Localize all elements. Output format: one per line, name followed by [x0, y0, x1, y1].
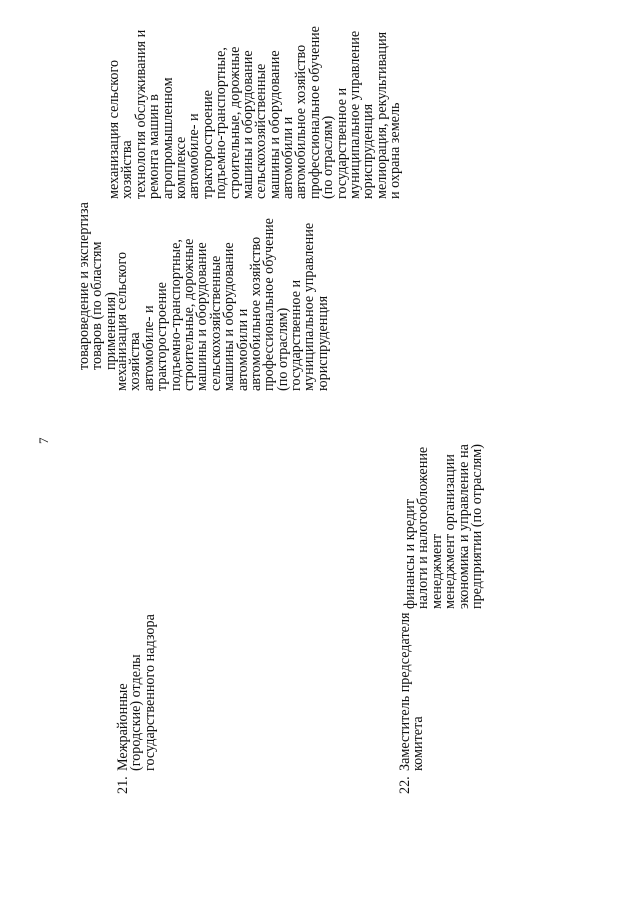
row-21-title [117, 614, 157, 771]
text-line: тракторостроение [199, 90, 216, 199]
text-line: применения) [102, 292, 119, 370]
row-22-number: 22. [397, 776, 413, 794]
text-line: подъемно-транспортные, [167, 239, 184, 391]
text-line: комплексе [172, 136, 189, 199]
text-line: (по отраслям) [320, 115, 337, 199]
text-line: технология обслуживания и [132, 29, 149, 199]
text-line: менеджмент организации [442, 454, 459, 609]
text-line: предприятии (по отраслям) [468, 444, 485, 609]
text-line: экономика и управление на [455, 444, 472, 609]
text-line: сельскохозяйственные [207, 255, 224, 391]
row-22-title [399, 612, 426, 771]
text-line: муниципальное управление [347, 30, 364, 199]
text-line: муниципальное управление [301, 222, 318, 391]
text-line: строительные, дорожные [180, 238, 197, 391]
text-line: механизация сельского [106, 59, 122, 199]
text-line: подъемно-транспортные, [213, 47, 230, 199]
text-line: профессиональное обучение [306, 26, 323, 199]
text-line: машины и оборудование [266, 50, 283, 199]
text-line: автомобили и [234, 308, 251, 391]
continuation-col3 [78, 202, 118, 370]
text-line: юриспруденция [360, 103, 377, 199]
text-line: хозяйства [127, 332, 144, 391]
text-line: автомобильное хозяйство [293, 44, 310, 199]
text-line: государственного надзора [141, 614, 158, 771]
text-line: государственное и [288, 279, 305, 391]
row-21-number: 21. [115, 776, 131, 794]
row-21-col4 [108, 26, 403, 199]
text-line: (по отраслям) [274, 307, 291, 391]
text-line: менеджмент [428, 533, 445, 609]
text-line: и охрана земель [387, 102, 404, 199]
text-line: машины и оборудование [239, 50, 256, 199]
text-line: агропромышленном [159, 77, 176, 199]
text-line: автомобиле- и [140, 305, 157, 391]
text-line: Межрайонные [115, 683, 131, 771]
text-line: (городские) отделы [128, 654, 145, 771]
text-line: налоги и налогообложение [415, 446, 432, 609]
text-line: машины и оборудование [194, 242, 211, 391]
text-line: ремонта машин в [146, 94, 163, 199]
text-line: автомобили и [280, 116, 297, 199]
text-line: комитета [410, 716, 427, 771]
page-number: 7 [36, 437, 51, 444]
text-line: профессиональное обучение [261, 218, 278, 391]
text-line: товаров (по областям [89, 241, 106, 370]
text-line: Заместитель председателя [397, 612, 413, 771]
row-22-col2 [404, 444, 484, 609]
text-line: тракторостроение [154, 282, 171, 391]
text-line: мелиорация, рекультивация [373, 31, 390, 199]
text-line: финансы и кредит [402, 499, 418, 609]
text-line: строительные, дорожные [226, 46, 243, 199]
row-21-col3 [116, 218, 330, 391]
text-line: товароведение и экспертиза [76, 202, 92, 370]
text-line: юриспруденция [314, 295, 331, 391]
text-line: машины и оборудование [221, 242, 238, 391]
text-line: государственное и [333, 87, 350, 199]
text-line: механизация сельского [114, 251, 130, 391]
text-line: сельскохозяйственные [253, 63, 270, 199]
text-line: автомобильное хозяйство [247, 236, 264, 391]
text-line: автомобиле- и [186, 113, 203, 199]
text-line: хозяйства [119, 140, 136, 199]
